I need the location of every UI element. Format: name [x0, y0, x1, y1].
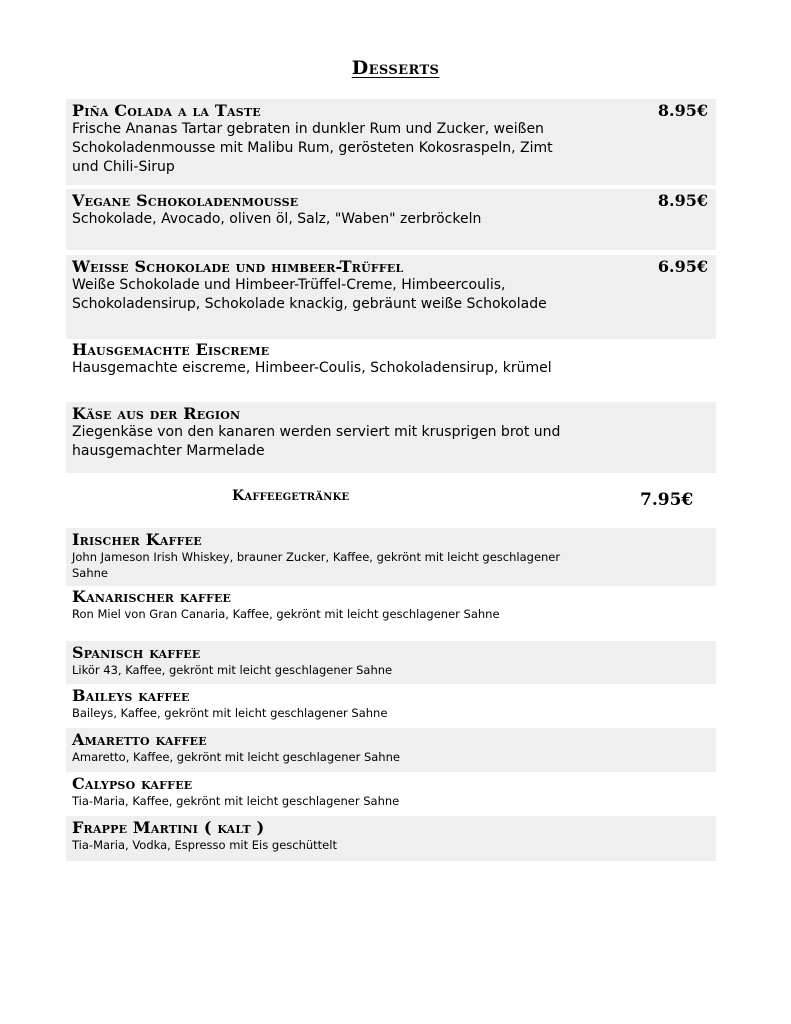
dessert-name: Vegane Schokoladenmousse [72, 191, 299, 210]
coffee-item-calypso [66, 772, 716, 816]
dessert-price: 8.95€ [657, 191, 708, 210]
coffee-item-amaretto [66, 728, 716, 772]
coffee-name: Spanisch kaffee [72, 643, 201, 662]
coffee-name: Calypso kaffee [72, 774, 193, 793]
dessert-name: Piña Colada a la Taste [72, 101, 261, 120]
coffee-description: Ron Miel von Gran Canaria, Kaffee, gekrönt mit leicht geschlagener Sahne [72, 607, 500, 621]
dessert-item-vegane-mousse [66, 189, 716, 250]
coffee-description: Likör 43, Kaffee, gekrönt mit leicht geschlagener Sahne [72, 663, 393, 677]
dessert-description: Schokolade, Avocado, oliven öl, Salz, "Waben" zerbröckeln [72, 211, 482, 227]
coffee-item-irisch [66, 528, 716, 586]
dessert-description: Ziegenkäse von den kanaren werden serviert mit krusprigen brot und hausgemachter Marmelade [72, 424, 561, 459]
coffee-name: Irischer Kaffee [72, 530, 202, 549]
coffee-description: Baileys, Kaffee, gekrönt mit leicht geschlagener Sahne [72, 706, 388, 720]
dessert-item-weisse-schokolade [66, 255, 716, 339]
dessert-item-kaese [66, 402, 716, 473]
coffee-name: Amaretto kaffee [72, 730, 207, 749]
dessert-item-pina-colada [66, 99, 716, 185]
dessert-name: Weisse Schokolade und himbeer-Trüffel [72, 257, 404, 276]
coffee-section-heading: Kaffeegetränke [232, 488, 350, 504]
coffee-item-spanisch [66, 641, 716, 684]
coffee-name: Kanarischer kaffee [72, 587, 232, 606]
coffee-section-price: 7.95€ [640, 490, 694, 510]
dessert-price: 6.95€ [657, 257, 708, 276]
coffee-description: John Jameson Irish Whiskey, brauner Zucker, Kaffee, gekrönt mit leicht geschlagener Sahne [72, 550, 561, 580]
coffee-description: Tia-Maria, Kaffee, gekrönt mit leicht geschlagener Sahne [72, 794, 400, 808]
dessert-description: Hausgemachte eiscreme, Himbeer-Coulis, Schokoladensirup, krümel [72, 360, 552, 376]
dessert-description: Weiße Schokolade und Himbeer-Trüffel-Creme, Himbeercoulis, Schokoladensirup, Schokolade knackig, gebräunt weiße Schokolade [72, 277, 547, 312]
coffee-name: Frappe Martini ( kalt ) [72, 818, 265, 837]
dessert-price: 8.95€ [657, 101, 708, 120]
coffee-item-frappe-martini [66, 816, 716, 861]
dessert-name: Hausgemachte Eiscreme [72, 340, 270, 359]
dessert-item-eiscreme [66, 338, 716, 400]
dessert-description: Frische Ananas Tartar gebraten in dunkler Rum und Zucker, weißen Schokoladenmousse mit Malibu Rum, gerösteten Kokosraspeln, Zimt und Chili-Sirup [72, 121, 553, 175]
coffee-description: Tia-Maria, Vodka, Espresso mit Eis geschüttelt [72, 838, 337, 852]
coffee-item-baileys [66, 684, 716, 728]
page-title: Desserts [351, 57, 440, 79]
coffee-description: Amaretto, Kaffee, gekrönt mit leicht geschlagener Sahne [72, 750, 400, 764]
dessert-name: Käse aus der Region [72, 404, 241, 423]
coffee-item-kanarisch [66, 585, 716, 641]
coffee-name: Baileys kaffee [72, 686, 190, 705]
